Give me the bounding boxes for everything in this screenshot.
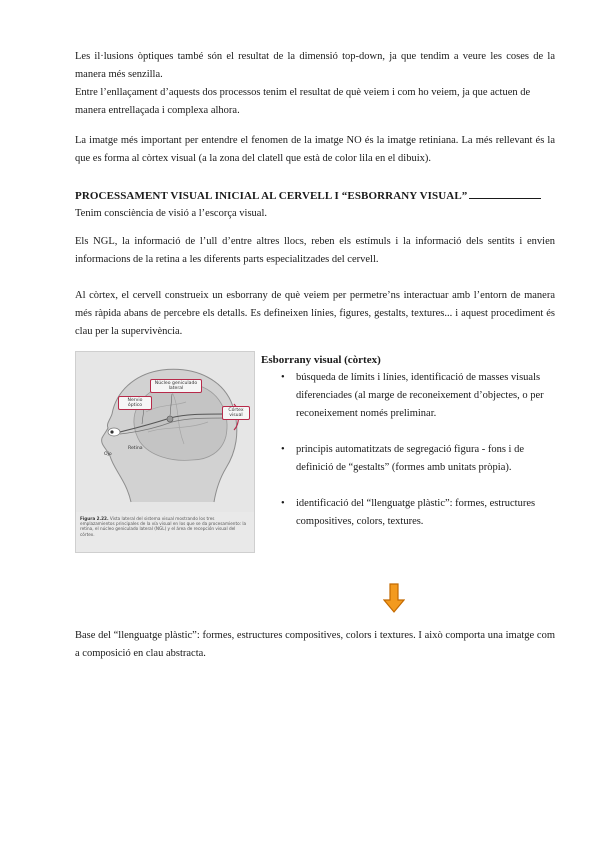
bullet-dot: • (281, 498, 285, 509)
head-illustration (76, 352, 254, 512)
list-item-text: búsqueda de límits i línies, identificació de masses visuals diferenciades (al marge de reconeixement d’objectes, o per reconeixement només preliminar. (296, 372, 544, 419)
bullet-dot: • (281, 372, 285, 383)
list-item-text: principis automatitzats de segregació figura - fons i de definició de “gestalts” (formes amb unitats pròpia). (296, 444, 525, 473)
paragraph-draft: Al còrtex, el cervell construeix un esborrany de què veiem per permetre’ns interactuar amb l’entorn de manera més ràpida abans de percebre els detalls. Es defineixen línies, figures, gestalts, textures... i aquest procediment és clau per la supervivència. (75, 290, 555, 337)
label-retina: Retina (128, 446, 143, 451)
list-item-text: identificació del “llenguatge plàstic”: formes, estructures compositives, colors, textures. (296, 498, 536, 527)
list-item (261, 441, 561, 477)
paragraph-processes: Entre l’enllaçament d’aquests dos processos tenim el resultat de què veiem i com ho veiem, ja que actuen de manera entrellaçada i complexa alhora. (75, 87, 531, 116)
label-optic-nerve: Nervio óptico (118, 396, 152, 410)
esborrany-section (261, 351, 561, 531)
label-visual-cortex: Córtex visual (222, 406, 250, 420)
heading-underline (469, 189, 541, 199)
figure-caption-text: Vista lateral del sistema visual mostrando los tres emplazamientos principales de la vía visual en los que se da procesamiento: la retina, el núcleo geniculado lateral (NGL) y el área de recepción visual del córtex. (80, 516, 247, 537)
section-heading (75, 187, 555, 205)
esborrany-title: Esborrany visual (còrtex) (261, 354, 381, 366)
paragraph-ngl: Els NGL, la informació de l’ull d’entre altres llocs, reben els estímuls i la informació dels sentits i envien informacions de la retina a les diferents parts especialitzades del cervell. (75, 236, 555, 265)
list-item (261, 369, 561, 423)
paragraph-cortex-image: La imatge més important per entendre el fenomen de la imatge NO és la imatge retiniana. La més rellevant és la que es forma al còrtex visual (a la zona del clatell que està de color lila en el dibuix). (75, 135, 555, 164)
down-arrow-icon (383, 583, 405, 613)
brain-visual-system-figure (75, 351, 255, 553)
paragraph-plastic-language: Base del “llenguatge plàstic”: formes, estructures compositives, colors i textures. I això comporta una imatge com a composició en clau abstracta. (75, 630, 555, 659)
figure-caption-number: Figura 2.22. (80, 516, 109, 521)
paragraph-consciousness: Tenim consciència de visió a l’escorça visual. (75, 208, 267, 219)
section-heading-text: PROCESSAMENT VISUAL INICIAL AL CERVELL I “ESBORRANY VISUAL” (75, 190, 468, 202)
paragraph-illusions: Les il·lusions òptiques també són el resultat de la dimensió top-down, ja que tendim a veure les coses de la manera més senzilla. (75, 51, 555, 80)
figure-caption (80, 516, 250, 537)
label-eye: Ojo (104, 452, 112, 457)
bullet-dot: • (281, 444, 285, 455)
label-ngl: Núcleo geniculado lateral (150, 379, 202, 393)
esborrany-list (261, 369, 561, 531)
list-item (261, 495, 561, 531)
